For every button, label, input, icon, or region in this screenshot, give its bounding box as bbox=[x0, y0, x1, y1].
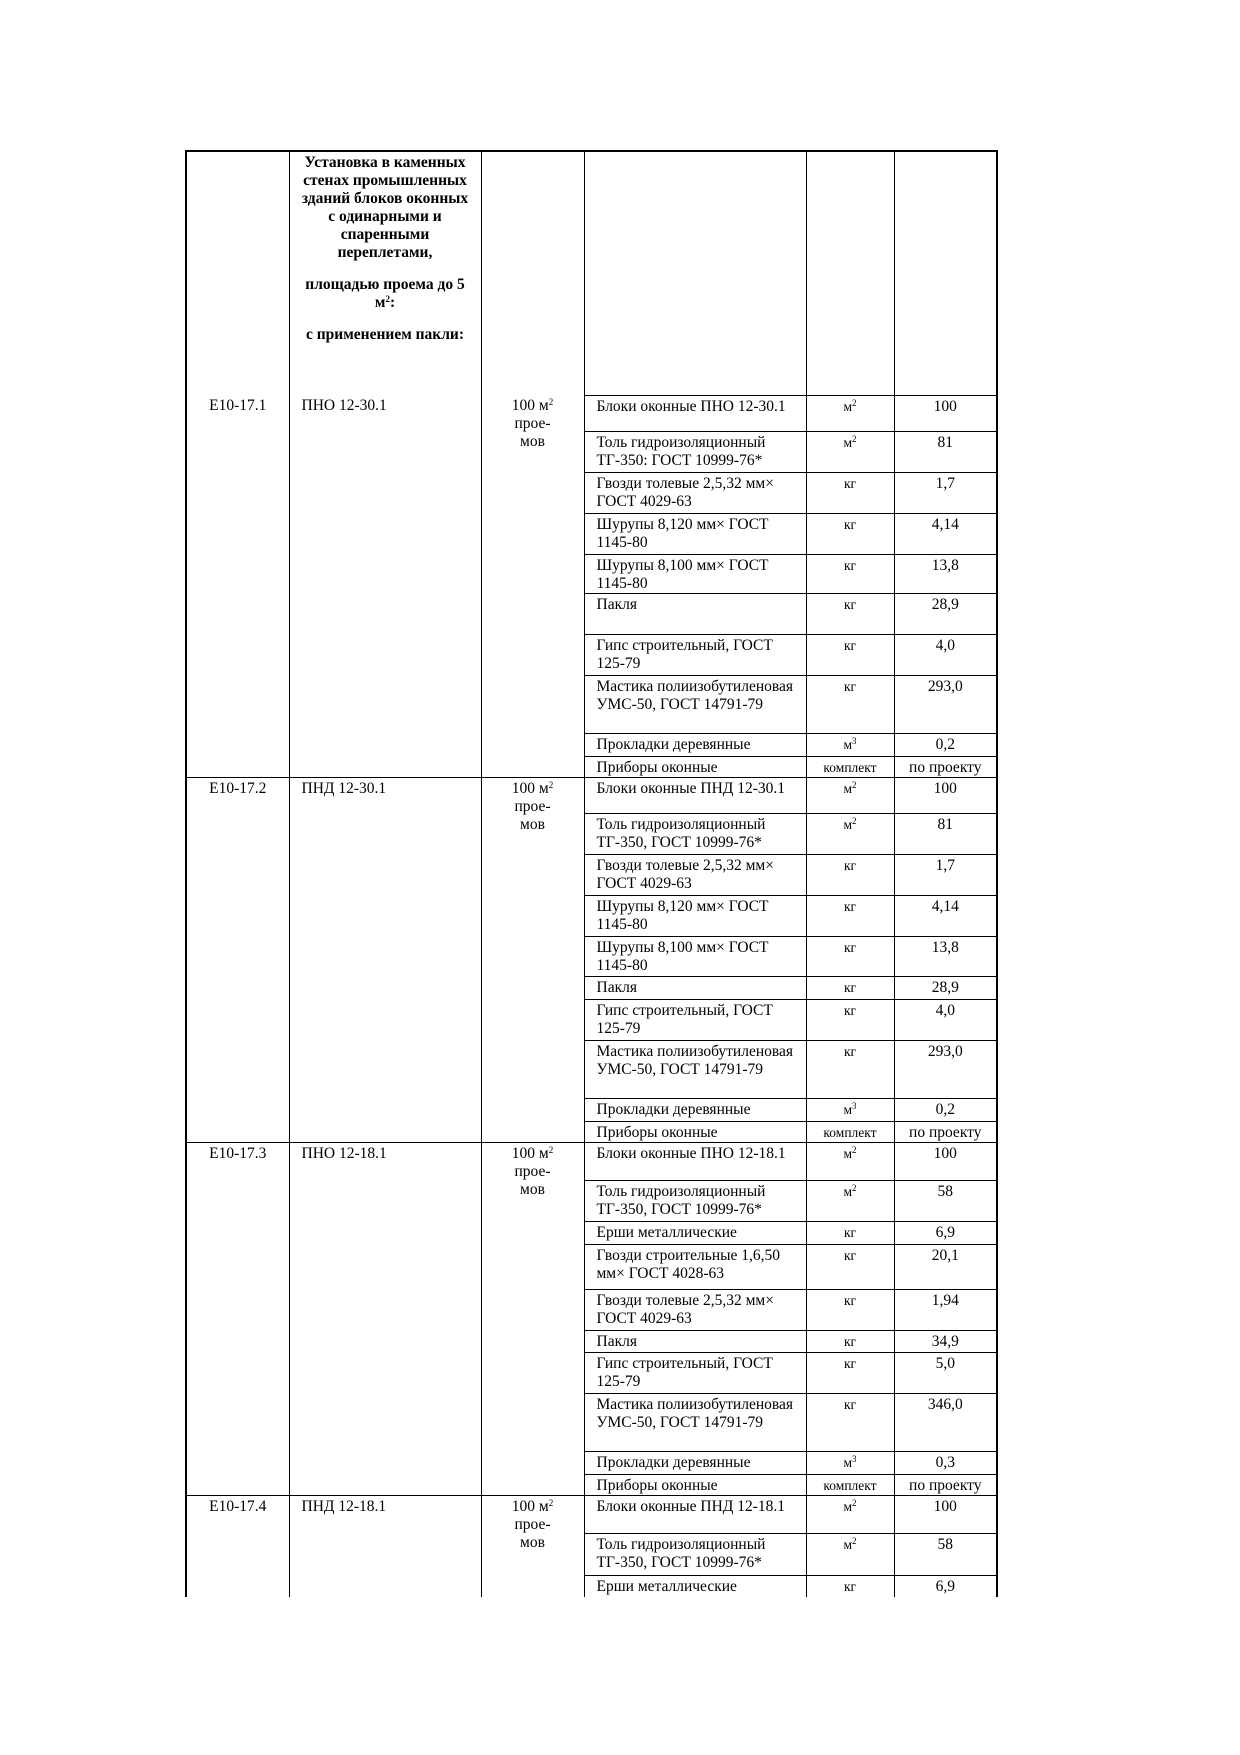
norms-table bbox=[185, 150, 998, 1597]
resource-qty: 4,14 bbox=[894, 513, 997, 554]
resource-name: Мастика полиизобутиленовая УМС-50, ГОСТ 14791-79 bbox=[584, 675, 806, 733]
resource-row bbox=[186, 1142, 997, 1180]
resource-measure: кг bbox=[806, 854, 894, 895]
resource-name: Гвозди толевые 2,5,32 мм× ГОСТ 4029-63 bbox=[584, 472, 806, 513]
resource-measure: $м^2$ bbox=[806, 395, 894, 431]
resource-qty: по проекту bbox=[894, 1121, 997, 1142]
resource-name: Прокладки деревянные bbox=[584, 733, 806, 756]
resource-qty: 0,2 bbox=[894, 733, 997, 756]
resource-measure: комплект bbox=[806, 1474, 894, 1495]
resource-name: Мастика полиизобутиленовая УМС-50, ГОСТ 14791-79 bbox=[584, 1040, 806, 1098]
resource-measure: $м^2$ bbox=[806, 431, 894, 472]
resource-qty: 4,0 bbox=[894, 634, 997, 675]
resource-qty: 4,0 bbox=[894, 999, 997, 1040]
resource-qty: 100 bbox=[894, 1495, 997, 1533]
header-row bbox=[186, 151, 997, 395]
resource-qty: 81 bbox=[894, 813, 997, 854]
resource-name: Толь гидроизоляционный ТГ-350: ГОСТ 10999-76* bbox=[584, 431, 806, 472]
resource-measure: $м^3$ bbox=[806, 1098, 894, 1121]
section-method: с применением пакли: bbox=[305, 326, 465, 343]
resource-qty: 28,9 bbox=[894, 593, 997, 634]
resource-name: Блоки оконные ПНО 12-30.1 bbox=[584, 395, 806, 431]
resource-name: Пакля bbox=[584, 593, 806, 634]
resource-name: Ерши металлические bbox=[584, 1221, 806, 1244]
resource-measure: кг bbox=[806, 1289, 894, 1330]
resource-name: Шурупы 8,120 мм× ГОСТ 1145-80 bbox=[584, 513, 806, 554]
resource-qty: 293,0 bbox=[894, 675, 997, 733]
resource-measure: кг bbox=[806, 1575, 894, 1597]
resource-qty: 13,8 bbox=[894, 936, 997, 976]
section-title: Установка в каменных стенах промышленных зданий блоков оконных с одинарными и спаренными переплетами, bbox=[301, 154, 469, 261]
resource-row bbox=[186, 395, 997, 431]
resource-qty: по проекту bbox=[894, 756, 997, 777]
resource-name: Мастика полиизобутиленовая УМС-50, ГОСТ 14791-79 bbox=[584, 1393, 806, 1451]
resource-name: Шурупы 8,100 мм× ГОСТ 1145-80 bbox=[584, 554, 806, 593]
product-name: ПНО 12-18.1 bbox=[289, 1142, 481, 1495]
resource-qty: 28,9 bbox=[894, 976, 997, 999]
resource-measure: $м^3$ bbox=[806, 733, 894, 756]
resource-qty: 100 bbox=[894, 1142, 997, 1180]
resource-qty: 100 bbox=[894, 777, 997, 813]
norm-code: Е10-17.3 bbox=[186, 1142, 289, 1495]
resource-name: Гвозди толевые 2,5,32 мм× ГОСТ 4029-63 bbox=[584, 1289, 806, 1330]
product-name: ПНО 12-30.1 bbox=[289, 395, 481, 777]
resource-measure: кг bbox=[806, 1244, 894, 1289]
resource-measure: кг bbox=[806, 1352, 894, 1393]
resource-name: Пакля bbox=[584, 976, 806, 999]
resource-qty: 1,94 bbox=[894, 1289, 997, 1330]
resource-measure: кг bbox=[806, 1330, 894, 1352]
resource-name: Блоки оконные ПНД 12-30.1 bbox=[584, 777, 806, 813]
header-resource-cell bbox=[584, 151, 806, 395]
resource-name: Гипс строительный, ГОСТ 125-79 bbox=[584, 634, 806, 675]
resource-qty: 34,9 bbox=[894, 1330, 997, 1352]
resource-measure: $м^2$ bbox=[806, 1142, 894, 1180]
header-unit-cell bbox=[481, 151, 584, 395]
resource-row bbox=[186, 777, 997, 813]
header-code-cell bbox=[186, 151, 289, 395]
resource-qty: 4,14 bbox=[894, 895, 997, 936]
resource-row bbox=[186, 1495, 997, 1533]
resource-name: Пакля bbox=[584, 1330, 806, 1352]
norm-code: Е10-17.4 bbox=[186, 1495, 289, 1597]
resource-measure: кг bbox=[806, 472, 894, 513]
resource-measure: кг bbox=[806, 1040, 894, 1098]
resource-measure: кг bbox=[806, 554, 894, 593]
product-name: ПНД 12-30.1 bbox=[289, 777, 481, 1142]
resource-qty: 100 bbox=[894, 395, 997, 431]
norm-code: Е10-17.2 bbox=[186, 777, 289, 1142]
resource-measure: кг bbox=[806, 1221, 894, 1244]
section-heading bbox=[289, 151, 481, 395]
resource-measure: кг bbox=[806, 895, 894, 936]
resource-qty: 81 bbox=[894, 431, 997, 472]
resource-name: Блоки оконные ПНД 12-18.1 bbox=[584, 1495, 806, 1533]
resource-name: Ерши металлические bbox=[584, 1575, 806, 1597]
resource-qty: 58 bbox=[894, 1180, 997, 1221]
resource-measure: кг bbox=[806, 593, 894, 634]
resource-name: Гвозди толевые 2,5,32 мм× ГОСТ 4029-63 bbox=[584, 854, 806, 895]
resource-qty: 13,8 bbox=[894, 554, 997, 593]
section-area: площадью проема до 5 $м^2$: bbox=[305, 276, 465, 311]
resource-measure: $м^2$ bbox=[806, 1495, 894, 1533]
measure-unit: 100 $м^2$ прое-мов bbox=[481, 1495, 584, 1597]
resource-qty: 0,2 bbox=[894, 1098, 997, 1121]
resource-measure: кг bbox=[806, 634, 894, 675]
resource-measure: кг bbox=[806, 1393, 894, 1451]
resource-qty: 1,7 bbox=[894, 854, 997, 895]
resource-name: Шурупы 8,100 мм× ГОСТ 1145-80 bbox=[584, 936, 806, 976]
resource-measure: комплект bbox=[806, 1121, 894, 1142]
norm-code: Е10-17.1 bbox=[186, 395, 289, 777]
resource-name: Блоки оконные ПНО 12-18.1 bbox=[584, 1142, 806, 1180]
resource-qty: 293,0 bbox=[894, 1040, 997, 1098]
resource-name: Гвозди строительные 1,6,50 мм× ГОСТ 4028-63 bbox=[584, 1244, 806, 1289]
measure-unit: 100 $м^2$ прое-мов bbox=[481, 777, 584, 1142]
resource-qty: 1,7 bbox=[894, 472, 997, 513]
resource-qty: по проекту bbox=[894, 1474, 997, 1495]
resource-name: Гипс строительный, ГОСТ 125-79 bbox=[584, 999, 806, 1040]
resource-name: Толь гидроизоляционный ТГ-350, ГОСТ 10999-76* bbox=[584, 1180, 806, 1221]
resource-name: Приборы оконные bbox=[584, 756, 806, 777]
header-measure-cell bbox=[806, 151, 894, 395]
resource-measure: кг bbox=[806, 999, 894, 1040]
resource-measure: кг bbox=[806, 513, 894, 554]
resource-qty: 346,0 bbox=[894, 1393, 997, 1451]
resource-name: Толь гидроизоляционный ТГ-350, ГОСТ 10999-76* bbox=[584, 813, 806, 854]
resource-measure: кг bbox=[806, 675, 894, 733]
resource-name: Приборы оконные bbox=[584, 1121, 806, 1142]
resource-name: Шурупы 8,120 мм× ГОСТ 1145-80 bbox=[584, 895, 806, 936]
resource-qty: 0,3 bbox=[894, 1451, 997, 1474]
resource-name: Прокладки деревянные bbox=[584, 1098, 806, 1121]
measure-unit: 100 $м^2$ прое-мов bbox=[481, 395, 584, 777]
resource-qty: 5,0 bbox=[894, 1352, 997, 1393]
resource-qty: 6,9 bbox=[894, 1221, 997, 1244]
resource-measure: $м^2$ bbox=[806, 813, 894, 854]
header-qty-cell bbox=[894, 151, 997, 395]
resource-name: Гипс строительный, ГОСТ 125-79 bbox=[584, 1352, 806, 1393]
resource-name: Прокладки деревянные bbox=[584, 1451, 806, 1474]
resource-measure: $м^2$ bbox=[806, 777, 894, 813]
product-name: ПНД 12-18.1 bbox=[289, 1495, 481, 1597]
resource-name: Толь гидроизоляционный ТГ-350, ГОСТ 10999-76* bbox=[584, 1533, 806, 1575]
resource-qty: 20,1 bbox=[894, 1244, 997, 1289]
resource-qty: 58 bbox=[894, 1533, 997, 1575]
resource-measure: $м^2$ bbox=[806, 1533, 894, 1575]
measure-unit: 100 $м^2$ прое-мов bbox=[481, 1142, 584, 1495]
resource-measure: кг bbox=[806, 976, 894, 999]
resource-measure: $м^3$ bbox=[806, 1451, 894, 1474]
resource-measure: $м^2$ bbox=[806, 1180, 894, 1221]
resource-measure: комплект bbox=[806, 756, 894, 777]
resource-name: Приборы оконные bbox=[584, 1474, 806, 1495]
resource-qty: 6,9 bbox=[894, 1575, 997, 1597]
resource-measure: кг bbox=[806, 936, 894, 976]
